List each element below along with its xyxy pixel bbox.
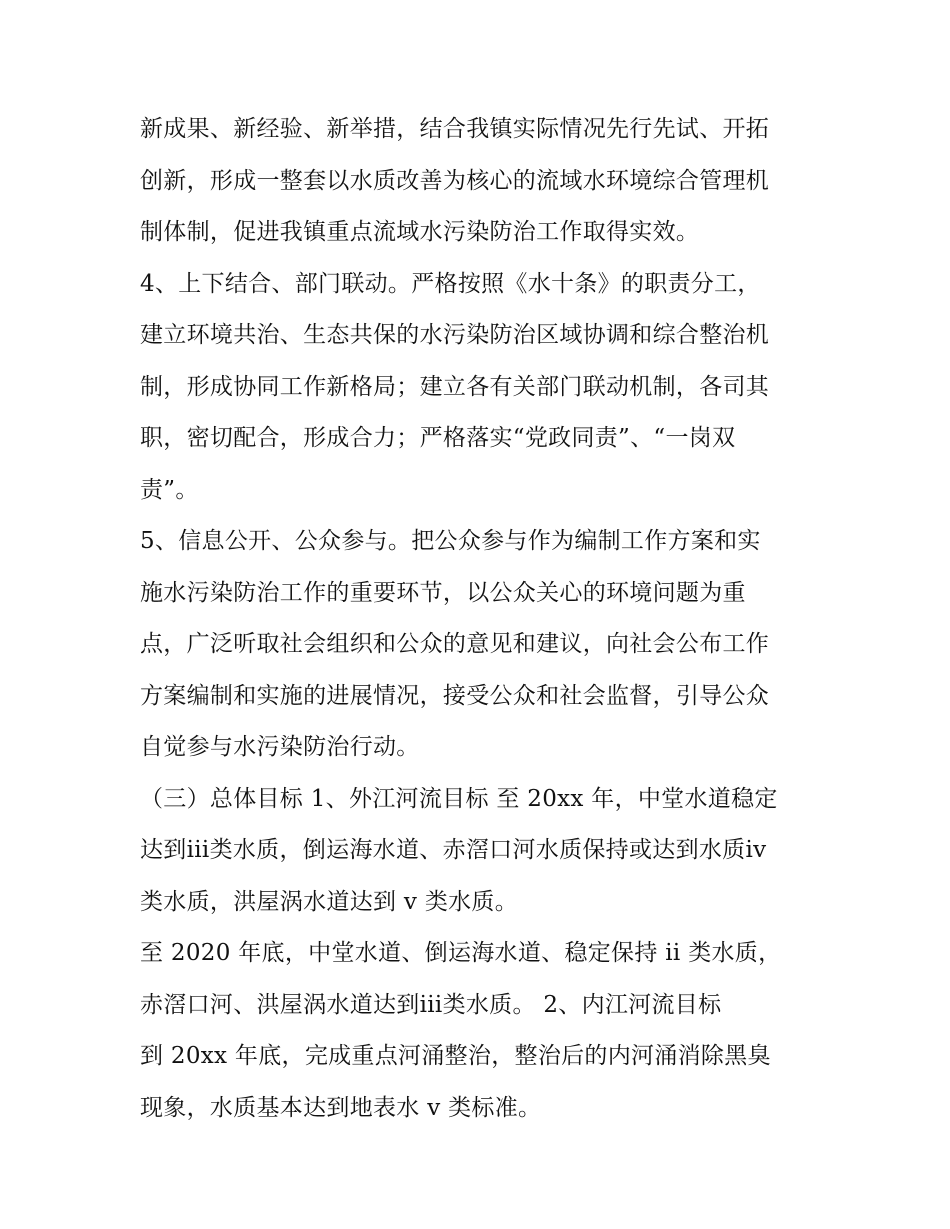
- text-line: 点，广泛听取社会组织和公众的意见和建议，向社会公布工作: [140, 631, 770, 657]
- text-line: 职，密切配合，形成合力；严格落实“党政同责”、“一岗双: [140, 425, 736, 451]
- text-line: 方案编制和实施的进展情况，接受公众和社会监督，引导公众: [140, 682, 770, 709]
- text-line: 自觉参与水污染防治行动。: [140, 734, 420, 760]
- text-line: 新成果、新经验、新举措，结合我镇实际情况先行先试、开拓: [140, 116, 770, 142]
- text-line: 责”。: [140, 476, 199, 503]
- text-line: 5、信息公开、公众参与。把公众参与作为编制工作方案和实: [140, 528, 761, 554]
- text-line: 到 20xx 年底，完成重点河涌整治，整治后的内河涌消除黑臭: [140, 1043, 771, 1069]
- text-line: 现象，水质基本达到地表水 v 类标准。: [140, 1094, 542, 1121]
- body-text: [140, 104, 830, 1134]
- text-line: 建立环境共治、生态共保的水污染防治区域协调和综合整治机: [140, 322, 770, 348]
- text-line: 制体制，促进我镇重点流域水污染防治工作取得实效。: [140, 219, 700, 245]
- text-line: 赤滘口河、洪屋涡水道达到iii类水质。 2、内江河流目标: [140, 991, 722, 1018]
- text-line: （三）总体目标 1、外江河流目标 至 20xx 年，中堂水道稳定: [140, 785, 778, 812]
- text-line: 至 2020 年底，中堂水道、倒运海水道、稳定保持 ii 类水质，: [140, 940, 782, 966]
- text-line: 制，形成协同工作新格局；建立各有关部门联动机制，各司其: [140, 373, 770, 400]
- text-line: 类水质，洪屋涡水道达到 v 类水质。: [140, 888, 519, 915]
- text-line: 达到iii类水质，倒运海水道、赤滘口河水质保持或达到水质iv: [140, 837, 767, 863]
- text-line: 施水污染防治工作的重要环节，以公众关心的环境问题为重: [140, 579, 746, 606]
- text-line: 4、上下结合、部门联动。严格按照《水十条》的职责分工，: [140, 270, 761, 297]
- text-line: 创新，形成一整套以水质改善为核心的流域水环境综合管理机: [140, 167, 770, 194]
